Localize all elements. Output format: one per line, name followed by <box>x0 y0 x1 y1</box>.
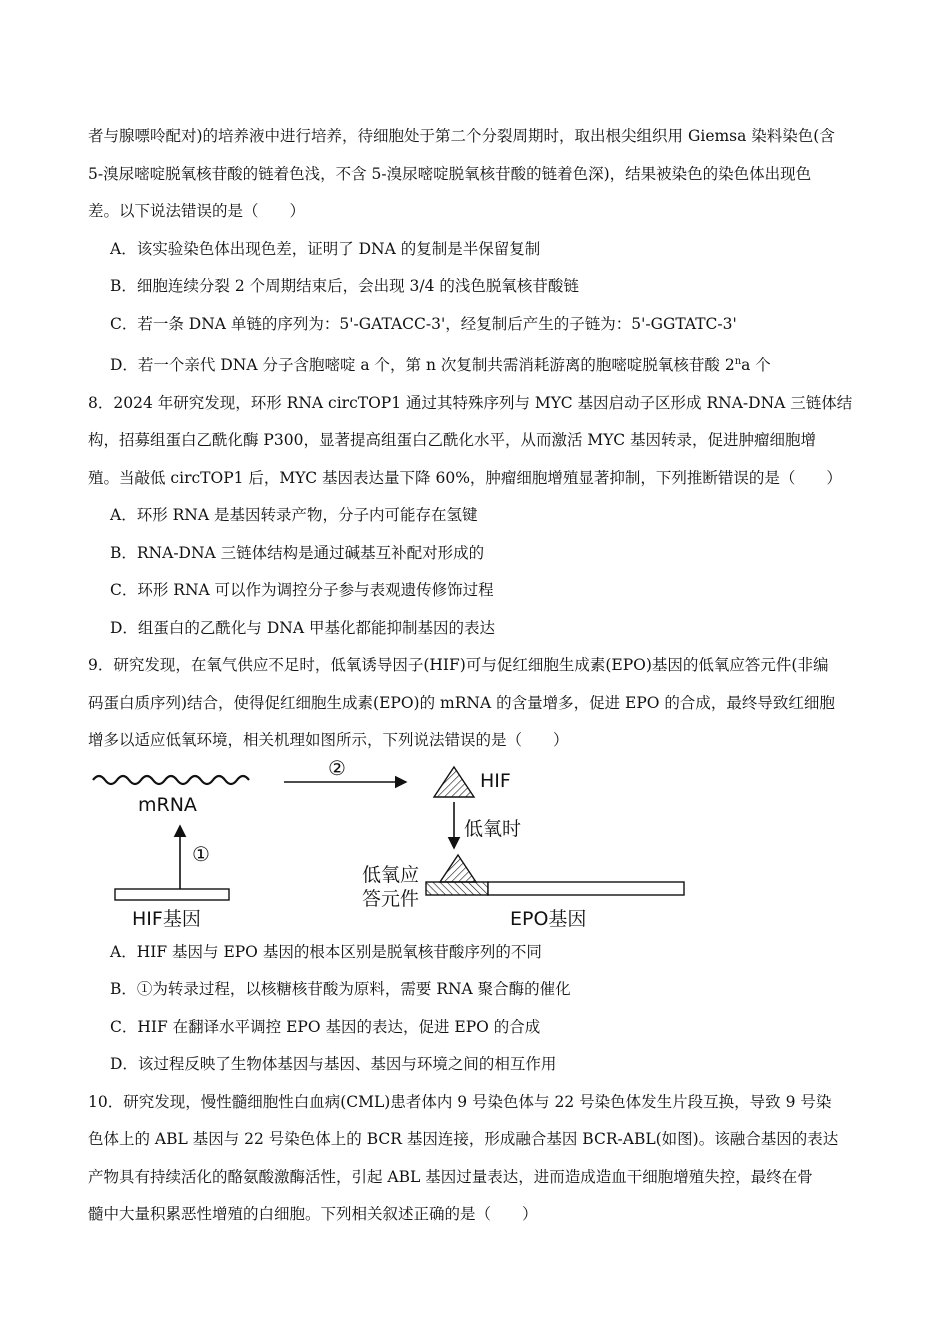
q10-stem-line-3: 产物具有持续活化的酪氨酸激酶活性，引起 ABL 基因过量表达，进而造成造血干细胞增殖失控，最终在骨 <box>88 1167 813 1186</box>
hif-triangle <box>434 767 474 797</box>
q8-option-c: C．环形 RNA 可以作为调控分子参与表观遗传修饰过程 <box>110 581 494 600</box>
q7-option-b: B．细胞连续分裂 2 个周期结束后，会出现 3/4 的浅色脱氧核苷酸链 <box>110 277 579 295</box>
mrna-wave <box>93 776 249 784</box>
q8-option-b: B．RNA-DNA 三链体结构是通过碱基互补配对形成的 <box>110 543 485 562</box>
q9-option-a: A．HIF 基因与 EPO 基因的根本区别是脱氧核苷酸序列的不同 <box>110 942 542 961</box>
q9-stem-line-3: 增多以适应低氧环境，相关机理如图所示，下列说法错误的是（ ） <box>88 731 569 750</box>
response-element <box>426 882 488 895</box>
epo-gene-bar <box>488 882 684 895</box>
exam-page <box>88 118 868 1234</box>
hif-epo-diagram <box>88 755 868 934</box>
label-hif-gene: HIF基因 <box>132 907 201 930</box>
q8-stem-line-1: 8．2024 年研究发现，环形 RNA circTOP1 通过其特殊序列与 MYC 基因启动子区形成 RNA-DNA 三链体结 <box>88 393 853 412</box>
label-step-2: ② <box>328 755 346 780</box>
q7-option-d-exponent: n <box>734 356 742 367</box>
q8-option-d: D．组蛋白的乙酰化与 DNA 甲基化都能抑制基因的表达 <box>110 618 495 637</box>
q10-stem-line-2: 色体上的 ABL 基因与 22 号染色体上的 BCR 基因连接，形成融合基因 BCR-ABL(如图)。该融合基因的表达 <box>88 1130 839 1149</box>
q7-stem-line-3: 差。以下说法错误的是（ ） <box>88 202 306 220</box>
label-hypoxia: 低氧时 <box>464 817 522 840</box>
hif-gene-bar <box>115 889 229 900</box>
q9-option-c: C．HIF 在翻译水平调控 EPO 基因的表达，促进 EPO 的合成 <box>110 1017 541 1036</box>
label-hif: HIF <box>480 769 511 792</box>
q7-stem-line-1: 者与腺嘌呤配对)的培养液中进行培养，待细胞处于第二个分裂周期时，取出根尖组织用 Giemsa 染料染色(含 <box>88 127 835 145</box>
q7-option-d-text: D．若一个亲代 DNA 分子含胞嘧啶 a 个，第 n 次复制共需消耗游离的胞嘧啶脱氧核苷酸 2 <box>110 356 735 375</box>
q7-option-d <box>88 343 868 385</box>
q8-option-a: A．环形 RNA 是基因转录产物，分子内可能存在氢键 <box>110 506 478 525</box>
label-mrna: mRNA <box>138 793 197 816</box>
q10-stem-line-4: 髓中大量积累恶性增殖的白细胞。下列相关叙述正确的是（ ） <box>88 1205 538 1224</box>
q9-option-b: B．①为转录过程，以核糖核苷酸为原料，需要 RNA 聚合酶的催化 <box>110 980 571 999</box>
q7-option-a: A．该实验染色体出现色差，证明了 DNA 的复制是半保留复制 <box>110 239 541 258</box>
label-response-element-1: 低氧应 <box>362 863 420 886</box>
q7-stem-line-2: 5-溴尿嘧啶脱氧核苷酸的链着色浅，不含 5-溴尿嘧啶脱氧核苷酸的链着色深)，结果被染色的染色体出现色 <box>88 164 812 183</box>
label-step-1: ① <box>192 841 210 866</box>
label-epo-gene: EPO基因 <box>510 907 587 930</box>
q9-stem-line-2: 码蛋白质序列)结合，使得促红细胞生成素(EPO)的 mRNA 的含量增多，促进 EPO 的合成，最终导致红细胞 <box>88 693 835 712</box>
q8-stem-line-2: 构，招募组蛋白乙酰化酶 P300，显著提高组蛋白乙酰化水平，从而激活 MYC 基因转录，促进肿瘤细胞增 <box>88 431 816 450</box>
q7-option-d-tail: a 个 <box>741 356 771 375</box>
q10-stem-line-1: 10．研究发现，慢性髓细胞性白血病(CML)患者体内 9 号染色体与 22 号染色体发生片段互换，导致 9 号染 <box>88 1092 832 1111</box>
q9-option-d: D．该过程反映了生物体基因与基因、基因与环境之间的相互作用 <box>110 1055 557 1074</box>
hif-bound-triangle <box>440 855 476 882</box>
label-response-element-2: 答元件 <box>362 887 420 910</box>
q9-stem-line-1: 9．研究发现，在氧气供应不足时，低氧诱导因子(HIF)可与促红细胞生成素(EPO)基因的低氧应答元件(非编 <box>88 656 829 675</box>
q7-option-c: C．若一条 DNA 单链的序列为：5'-GATACC-3'，经复制后产生的子链为：5'-GGTATC-3' <box>110 314 737 333</box>
q8-stem-line-3: 殖。当敲低 circTOP1 后，MYC 基因表达量下降 60%，肿瘤细胞增殖显著抑制，下列推断错误的是（ ） <box>88 468 842 487</box>
